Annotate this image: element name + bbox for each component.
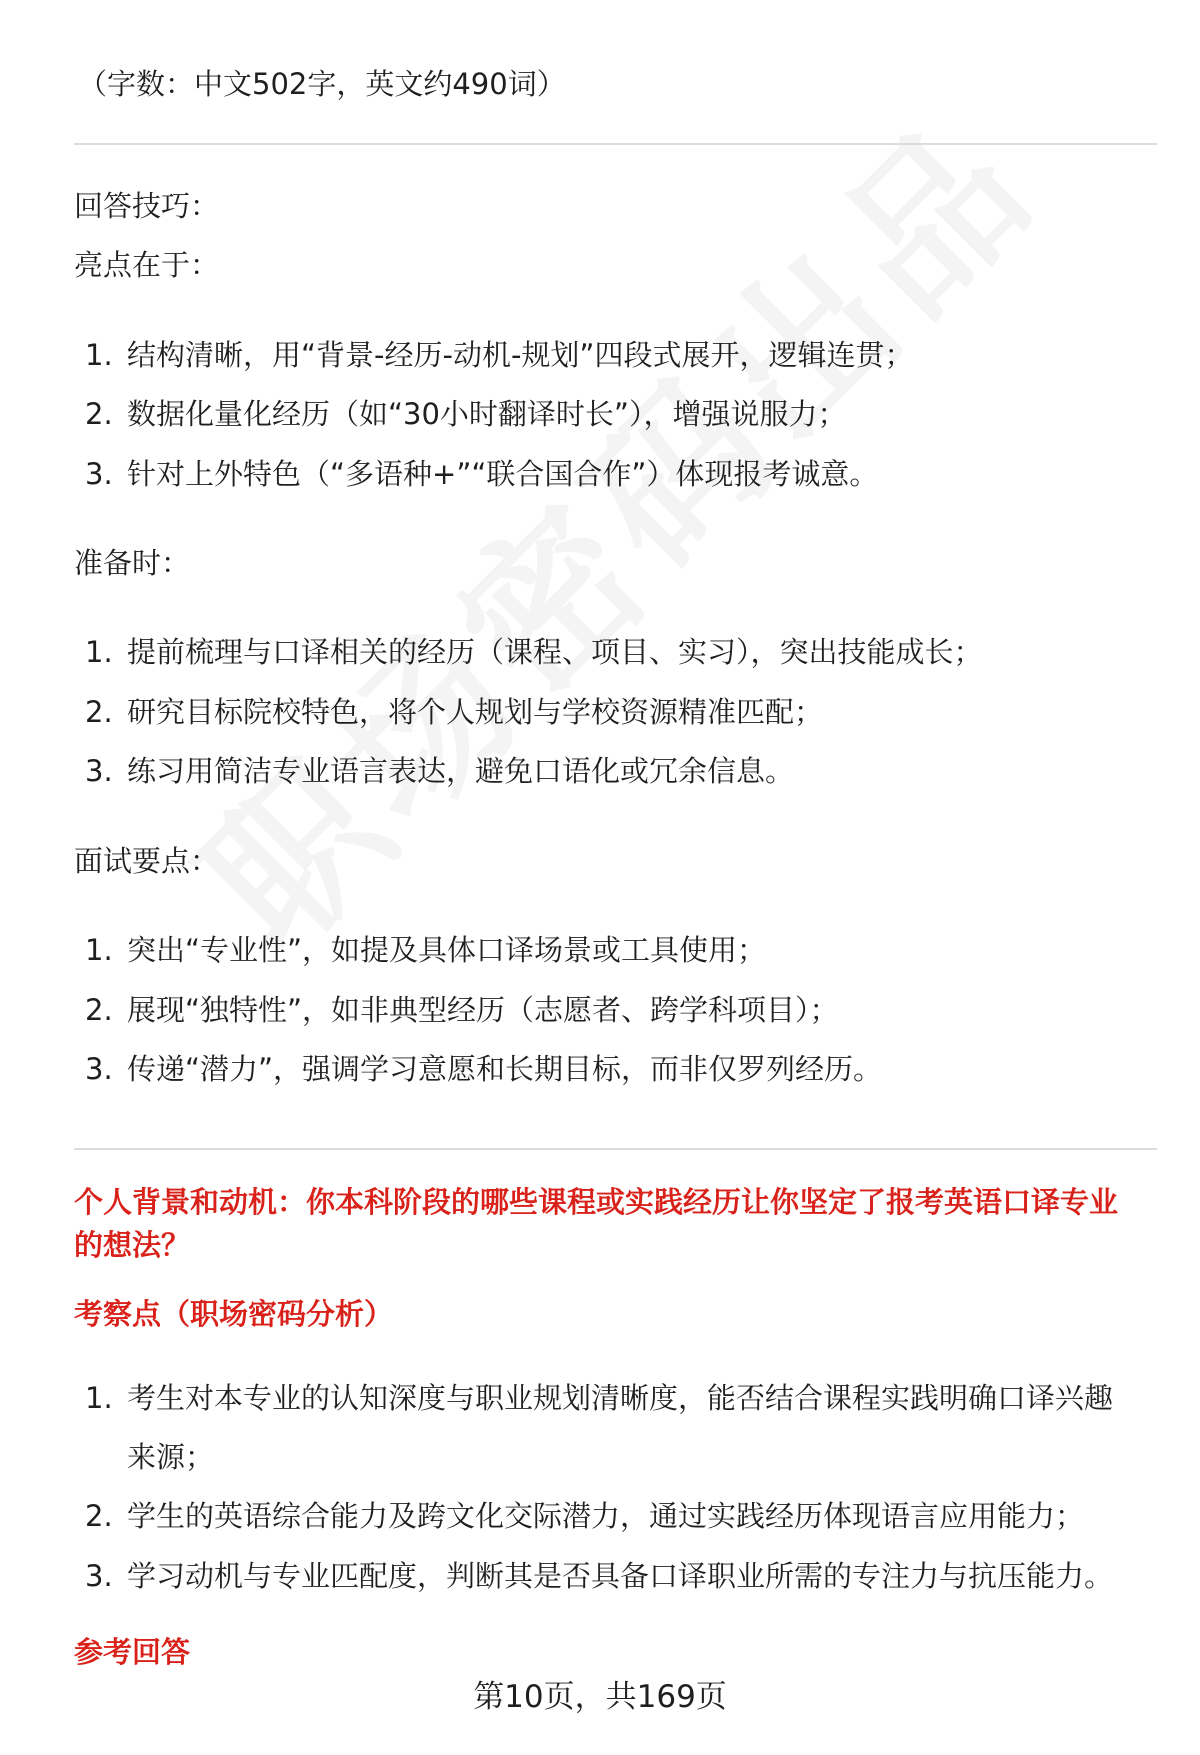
- list-item: 结构清晰，用“背景-经历-动机-规划”四段式展开，逻辑连贯；: [127, 338, 914, 372]
- list-number: 3.: [85, 754, 113, 788]
- word-count: （字数：中文502字，英文约490词）: [78, 67, 566, 101]
- list-number: 1.: [85, 338, 113, 372]
- list-item: 考生对本专业的认知深度与职业规划清晰度，能否结合课程实践明确口译兴趣: [127, 1381, 1114, 1415]
- question-heading-line2: 的想法？: [74, 1228, 191, 1262]
- list-number: 3.: [85, 1559, 113, 1593]
- divider-top: [74, 143, 1157, 145]
- list-number: 1.: [85, 635, 113, 669]
- watermark-text: [140, 56, 1077, 993]
- list-item: 传递“潜力”，强调学习意愿和长期目标，而非仅罗列经历。: [127, 1052, 883, 1086]
- list-number: 2.: [85, 397, 113, 431]
- list-item: 突出“专业性”，如提及具体口译场景或工具使用；: [127, 933, 767, 967]
- prep-title: 准备时：: [74, 546, 191, 580]
- exam-points-title: 考察点（职场密码分析）: [74, 1297, 394, 1331]
- interview-title: 面试要点：: [74, 844, 220, 878]
- divider-middle: [74, 1148, 1157, 1150]
- question-heading-line1: 个人背景和动机：你本科阶段的哪些课程或实践经历让你坚定了报考英语口译专业: [74, 1185, 1119, 1219]
- list-item: 提前梳理与口译相关的经历（课程、项目、实习），突出技能成长；: [127, 635, 983, 669]
- list-number: 2.: [85, 993, 113, 1027]
- highlights-title: 亮点在于：: [74, 248, 220, 282]
- list-item: 练习用简洁专业语言表达，避免口语化或冗余信息。: [127, 754, 795, 788]
- list-number: 3.: [85, 457, 113, 491]
- list-number: 1.: [85, 933, 113, 967]
- reference-answer-title: 参考回答: [74, 1635, 191, 1669]
- list-item: 展现“独特性”，如非典型经历（志愿者、跨学科项目）；: [127, 993, 839, 1027]
- tips-title: 回答技巧：: [74, 189, 220, 223]
- list-number: 3.: [85, 1052, 113, 1086]
- list-number: 2.: [85, 1499, 113, 1533]
- list-item-continuation: 来源；: [127, 1440, 215, 1474]
- list-number: 1.: [85, 1381, 113, 1415]
- list-item: 学生的英语综合能力及跨文化交际潜力，通过实践经历体现语言应用能力；: [127, 1499, 1085, 1533]
- page-footer: 第10页，共169页: [473, 1679, 727, 1715]
- list-item: 针对上外特色（“多语种+”“联合国合作”）体现报考诚意。: [127, 457, 879, 491]
- list-item: 学习动机与专业匹配度，判断其是否具备口译职业所需的专注力与抗压能力。: [127, 1559, 1114, 1593]
- list-item: 数据化量化经历（如“30小时翻译时长”），增强说服力；: [127, 397, 847, 431]
- list-item: 研究目标院校特色，将个人规划与学校资源精准匹配；: [127, 695, 824, 729]
- list-number: 2.: [85, 695, 113, 729]
